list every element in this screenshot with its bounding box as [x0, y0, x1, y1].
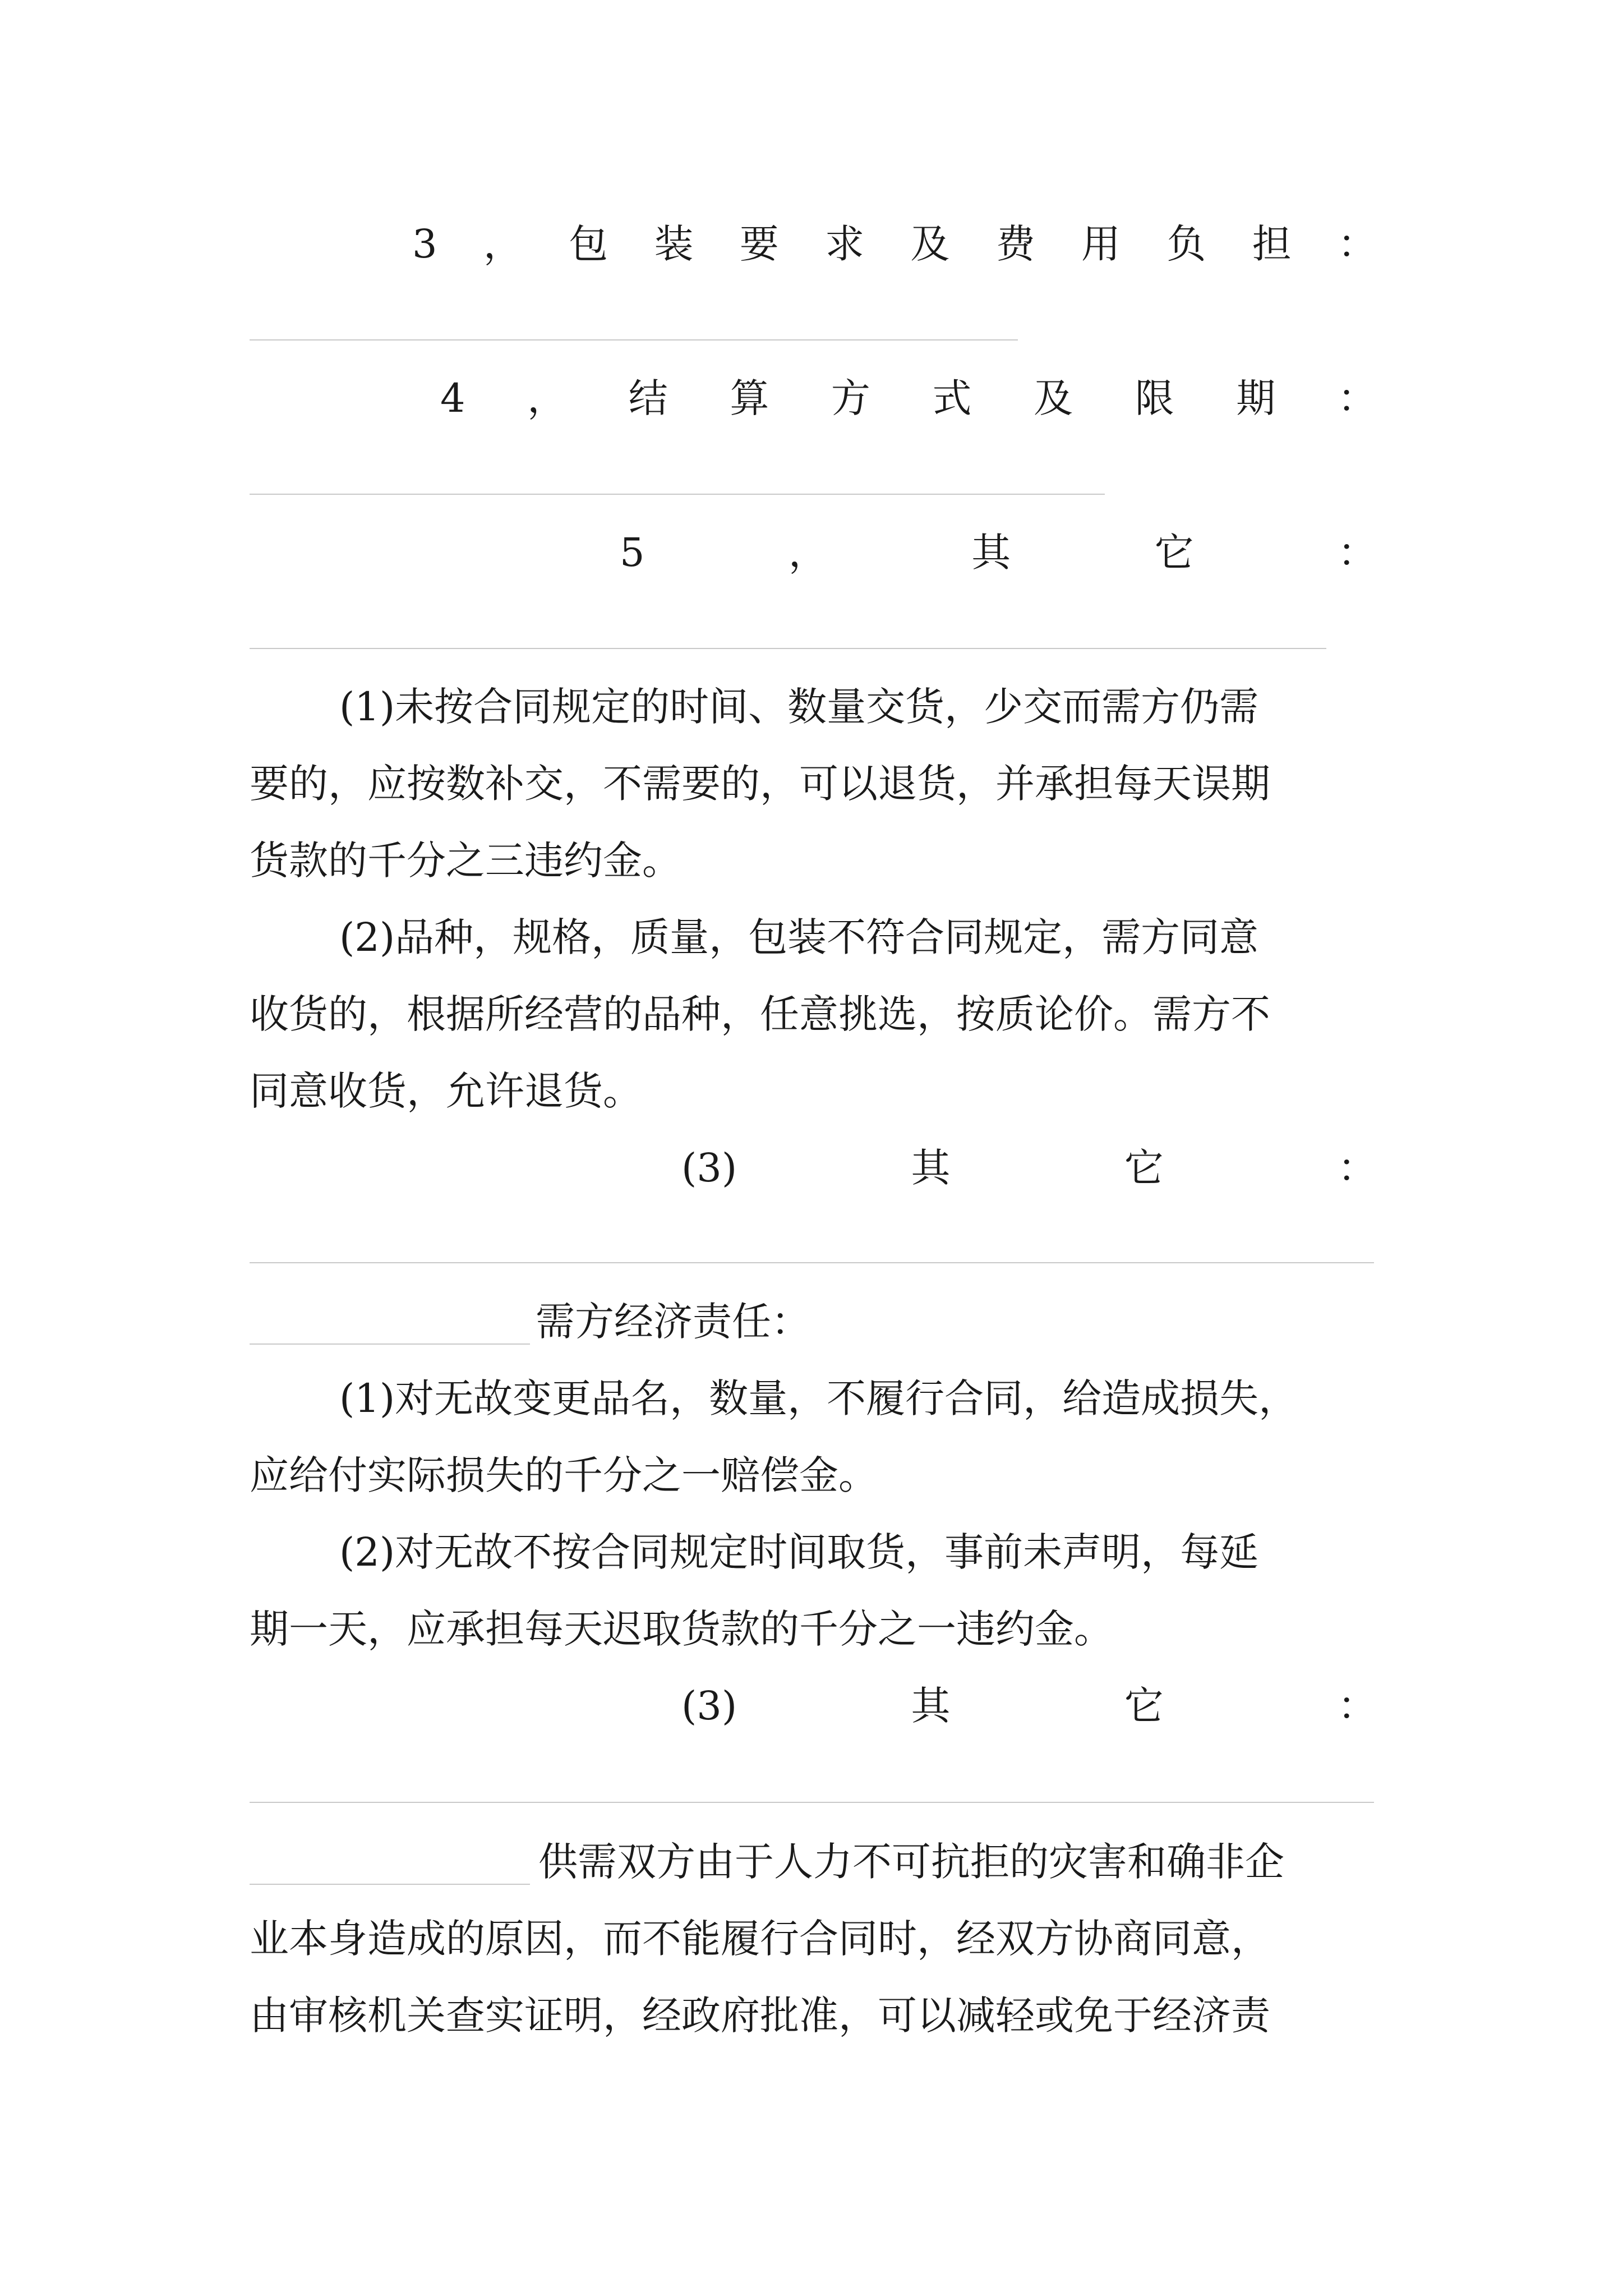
- supplier-clause-1-line: 货款的千分之三违约金。: [250, 838, 681, 884]
- blank-line: [250, 1802, 1374, 1803]
- buyer-clause-2-line: 期一天，应承担每天迟取货款的千分之一违约金。: [250, 1606, 1113, 1652]
- blank-line-short: [250, 1884, 530, 1885]
- supplier-clause-2-line: 收货的，根据所经营的品种，任意挑选，按质论价。需方不: [250, 991, 1270, 1037]
- supplier-clause-2-line: (2)品种，规格，质量，包装不符合同规定，需方同意: [339, 914, 1259, 960]
- blank-line: [250, 1262, 1374, 1263]
- force-majeure-line: 业本身造成的原因，而不能履行合同时，经双方协商同意，: [250, 1916, 1270, 1962]
- blank-line-short: [250, 1343, 530, 1345]
- item-5-heading: 5 ， 其 它 ：: [620, 530, 1377, 576]
- blank-line: [250, 648, 1326, 649]
- item-4-heading: 4 ， 结 算 方 式 及 限 期 ：: [440, 375, 1377, 421]
- supplier-clause-1-line: (1)未按合同规定的时间、数量交货，少交而需方仍需: [339, 684, 1259, 730]
- buyer-section-title: 需方经济责任：: [536, 1299, 810, 1345]
- supplier-clause-2-line: 同意收货，允许退货。: [250, 1068, 642, 1114]
- buyer-clause-3-heading: (3) 其 它 ：: [681, 1683, 1377, 1729]
- blank-line: [250, 339, 1018, 341]
- buyer-clause-1-line: (1)对无故变更品名，数量，不履行合同，给造成损失，: [339, 1375, 1298, 1421]
- item-3-heading: 3 ， 包 装 要 求 及 费 用 负 担 ：: [412, 221, 1377, 267]
- force-majeure-line: 供需双方由于人力不可抗拒的灾害和确非企: [538, 1839, 1284, 1885]
- supplier-clause-3-heading: (3) 其 它 ：: [681, 1145, 1377, 1191]
- supplier-clause-1-line: 要的，应按数补交，不需要的，可以退货，并承担每天误期: [250, 761, 1270, 807]
- blank-line: [250, 494, 1105, 495]
- buyer-clause-1-line: 应给付实际损失的千分之一赔偿金。: [250, 1452, 878, 1498]
- buyer-clause-2-line: (2)对无故不按合同规定时间取货，事前未声明，每延: [339, 1529, 1259, 1575]
- force-majeure-line: 由审核机关查实证明，经政府批准，可以减轻或免于经济责: [250, 1993, 1270, 2039]
